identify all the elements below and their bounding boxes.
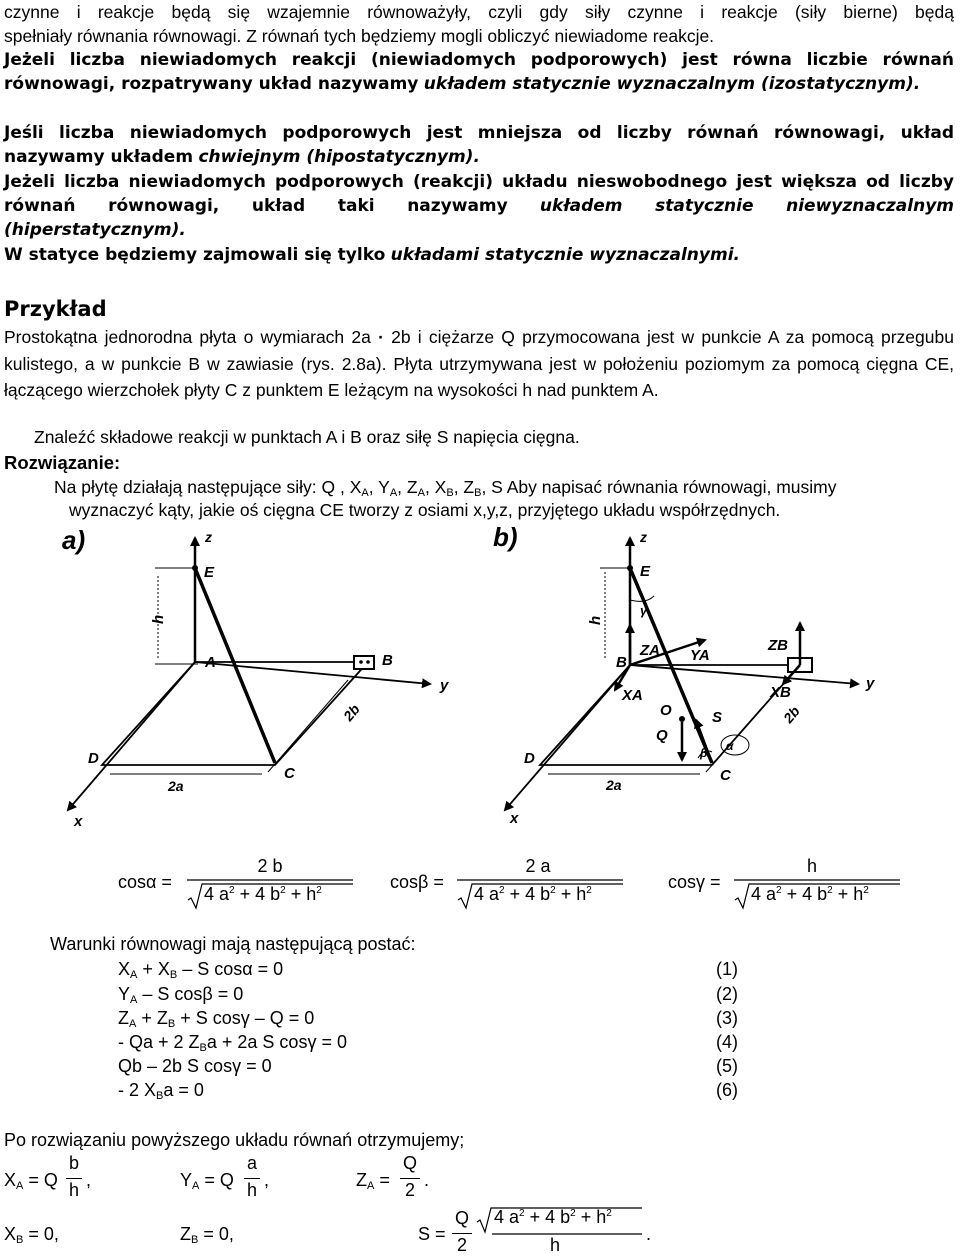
result-s-num: Q <box>454 1208 469 1228</box>
label-ZA: ZA <box>640 642 660 659</box>
result-s-den: 2 <box>456 1235 467 1255</box>
cos-beta-label: cosβ = <box>390 872 444 892</box>
equation-5-number: (5) <box>716 1056 738 1076</box>
equation-3: $Z_A + Z_B + S$ cosγ – Q = 0 <box>118 1008 315 1030</box>
label-x: x <box>510 810 519 827</box>
label-B: B <box>382 652 393 669</box>
cos-alpha-num: 2 b <box>257 856 283 876</box>
result-xa: $X_A = Q$ <box>4 1170 58 1192</box>
equation-4: - Qa + 2 $Z_Ba + 2a$ S cosγ = 0 <box>118 1032 347 1054</box>
label-A: B <box>616 654 627 671</box>
result-ya: $Y_A = Q$ <box>180 1170 234 1192</box>
label-2b: 2b <box>340 701 363 724</box>
result-xa-den: h <box>68 1180 79 1200</box>
label-y: y <box>866 675 875 692</box>
result-zb: $Z_B = 0$, <box>180 1224 234 1246</box>
label-XA: XA <box>622 687 643 704</box>
label-E: E <box>640 563 651 580</box>
figure-b <box>490 520 890 830</box>
label-C: C <box>284 765 295 782</box>
label-alpha: α <box>726 739 734 753</box>
cos-gamma-num: h <box>806 856 817 876</box>
label-E: E <box>204 564 215 581</box>
label-Q: Q <box>656 727 668 744</box>
result-za-num: Q <box>402 1153 417 1173</box>
result-xa-num: b <box>68 1153 79 1173</box>
label-h: h <box>587 615 604 625</box>
label-S: S <box>712 709 723 726</box>
equations-intro: Warunki równowagi mają następującą postać: <box>50 934 416 954</box>
y-axis <box>195 662 430 684</box>
label-z: z <box>640 529 647 545</box>
label-XB: XB <box>770 684 791 701</box>
paragraph-isostatic: Jeżeli liczba niewiadomych reakcji (niewiadomych podporowych) jest równa liczbie równań równowagi, rozpatrywany układ nazywamy układem statycznie wyznaczalnym (izostatycznym). <box>4 50 954 95</box>
cos-beta-den: 4 $a^2 + 4$ $b^2 + h^2$ <box>474 884 592 904</box>
result-s-label: S = <box>418 1224 446 1244</box>
cos-beta-num: 2 a <box>525 856 551 876</box>
paragraph-intro-1a: czynne i reakcje będą się wzajemnie równoważyły, czyli gdy siły czynne i reakcje (siły bierne) będą <box>4 2 954 22</box>
equation-1-number: (1) <box>716 959 738 979</box>
label-A: A <box>205 654 216 671</box>
result-za-den: 2 <box>404 1180 415 1200</box>
result-xb: $X_B = 0$, <box>4 1224 59 1246</box>
cos-gamma-den: 4 $a^2 + 4$ $b^2 + h^2$ <box>751 884 869 904</box>
example-heading: Przykład <box>4 297 107 321</box>
equation-1: $X_A + X_B - S$ cosα = 0 <box>118 959 284 981</box>
task-text: Znaleźć składowe reakcji w punktach A i B oraz siłę S napięcia cięgna. <box>34 427 580 447</box>
equation-4-number: (4) <box>716 1032 738 1052</box>
label-2b: 2b <box>780 703 803 726</box>
paragraph-hyperstatic: Jeżeli liczba niewiadomych podporowych (reakcji) układu nieswobodnego jest większa od liczby równań równowagi, układ taki nazywamy układem statycznie niewyznaczalnym (hiperstatycznym). <box>4 172 954 241</box>
paragraph-intro-1b: spełniały równania równowagi. Z równań tych będziemy mogli obliczyć niewiadome reakcje. <box>4 26 715 46</box>
solution-line-1: Na płytę działają następujące siły: Q , $X_A$, $Y_A$, $Z_A$, $X_B$, $Z_B$, S Aby napisać równania równowagi, musimy <box>54 477 837 499</box>
label-O: O <box>660 702 672 719</box>
solution-line-2: wyznaczyć kąty, jakie oś cięgna CE tworzy z osiami x,y,z, przyjętego układu współrzędnych. <box>69 500 781 520</box>
label-x: x <box>74 813 83 830</box>
result-za: $Z_A$ = <box>356 1170 390 1192</box>
label-YA: YA <box>690 647 710 664</box>
label-h: h <box>150 614 167 624</box>
figure-b-tag: b) <box>493 522 518 552</box>
label-ZB: ZB <box>768 637 788 654</box>
plate <box>102 662 368 765</box>
result-ya-den: h <box>246 1180 257 1200</box>
label-C: C <box>720 767 731 784</box>
result-s-root-expr: 4 $a^2 + 4$ $b^2 + h^2$ <box>494 1207 612 1227</box>
cos-alpha-label: cosα = <box>118 872 172 892</box>
equation-3-number: (3) <box>716 1008 738 1028</box>
label-2a: 2a <box>606 777 622 793</box>
equation-6: - 2 $X_Ba = 0$ <box>118 1080 204 1102</box>
equation-5: Qb – 2b S cosγ = 0 <box>118 1056 272 1076</box>
figure-a-tag: a) <box>62 525 86 555</box>
result-ya-num: a <box>246 1153 257 1173</box>
equation-2-number: (2) <box>716 984 738 1004</box>
label-beta: β <box>700 746 708 760</box>
cos-gamma-label: cosγ = <box>668 872 721 892</box>
label-D: D <box>524 750 535 767</box>
label-2a: 2a <box>168 778 184 794</box>
example-text: Prostokątna jednorodna płyta o wymiarach 2a · 2b i ciężarze Q przymocowana jest w punkcie A za pomocą przegubu kulistego, a w punkcie B w zawiasie (rys. 2.8a). Płyta utrzymywana jest w położeniu poziomym za pomocą cięgna CE, łączącego wierzchołek płyty C z punktem E leżącym na wysokości h nad punktem A. <box>4 327 954 400</box>
result-s-root-den: h <box>549 1235 560 1255</box>
equation-2: $Y_A$ – S cosβ = 0 <box>118 984 244 1006</box>
equation-6-number: (6) <box>716 1080 738 1100</box>
figure-a <box>55 520 475 830</box>
results-intro: Po rozwiązaniu powyższego układu równań otrzymujemy; <box>4 1130 465 1150</box>
solution-heading: Rozwiązanie: <box>4 452 121 473</box>
label-gamma: γ <box>640 603 648 618</box>
paragraph-statics-scope: W statyce będziemy zajmowali się tylko układami statycznie wyznaczalnymi. <box>4 245 740 265</box>
label-y: y <box>440 677 449 694</box>
label-D: D <box>88 750 99 767</box>
cos-alpha-den: 4 $a^2 + 4$ $b^2 + h^2$ <box>204 884 322 904</box>
paragraph-hypostatic: Jeśli liczba niewiadomych podporowych jest mniejsza od liczby równań równowagi, układ nazywamy układem chwiejnym (hipostatycznym). <box>4 123 954 168</box>
label-z: z <box>205 529 212 545</box>
